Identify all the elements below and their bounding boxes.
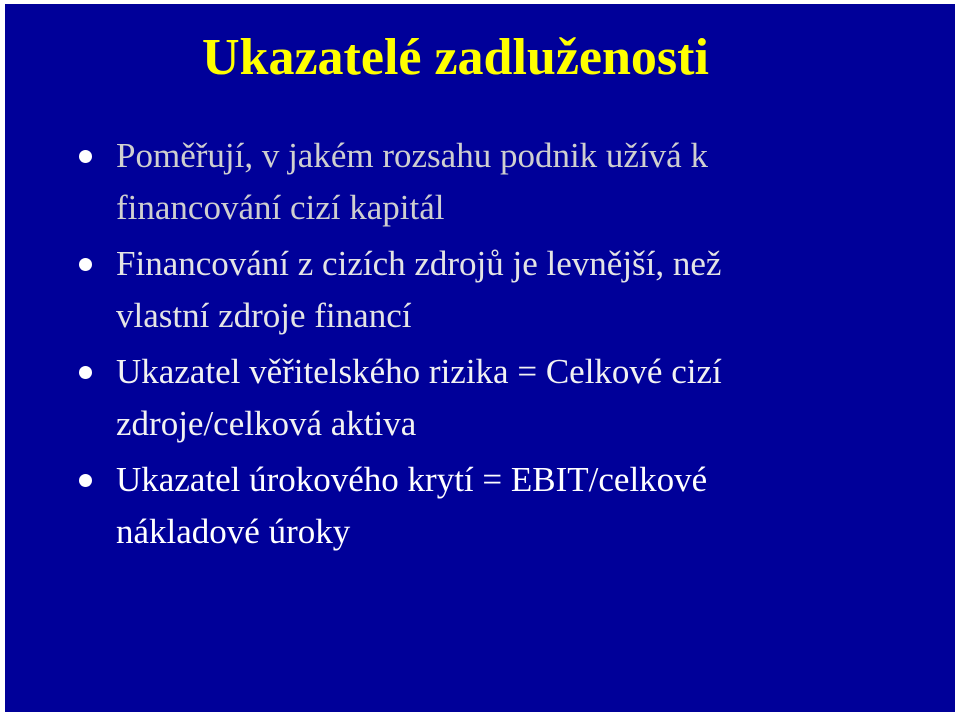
bullet-dot-icon <box>79 150 92 163</box>
bullet-text <box>116 130 886 234</box>
slide-title: Ukazatelé zadluženosti <box>202 29 709 86</box>
bullet-line: vlastní zdroje financí <box>116 296 412 335</box>
bullet-dot-icon <box>79 474 92 487</box>
bullet-dot-icon <box>79 258 92 271</box>
bullet-line: nákladové úroky <box>116 512 351 551</box>
bullet-item <box>5 346 955 450</box>
bullet-item <box>5 454 955 558</box>
bullet-item <box>5 238 955 342</box>
bullet-line: Poměřují, v jakém rozsahu podnik užívá k <box>116 136 708 175</box>
bullet-line: financování cizí kapitál <box>116 188 445 227</box>
bullet-line: Ukazatel úrokového krytí = EBIT/celkové <box>116 460 708 499</box>
slide <box>5 4 955 712</box>
bullet-list <box>5 130 955 562</box>
bullet-line: Ukazatel věřitelského rizika = Celkové cizí <box>116 352 722 391</box>
bullet-text <box>116 454 886 558</box>
bullet-dot-icon <box>79 366 92 379</box>
bullet-line: Financování z cizích zdrojů je levnější, než <box>116 244 722 283</box>
bullet-text <box>116 346 886 450</box>
bullet-text <box>116 238 886 342</box>
bullet-item <box>5 130 955 234</box>
bullet-line: zdroje/celková aktiva <box>116 404 417 443</box>
